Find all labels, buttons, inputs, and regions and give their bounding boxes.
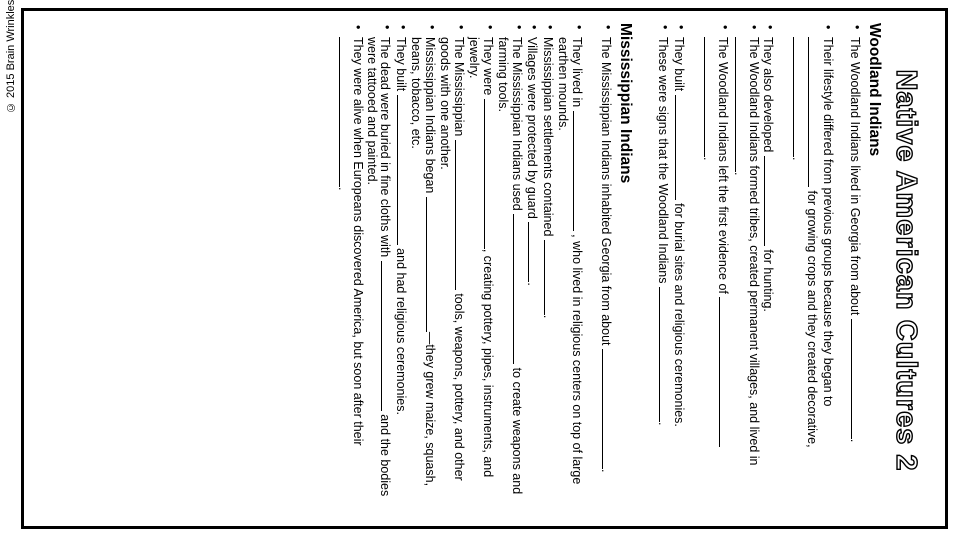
mississippian-list (336, 23, 615, 518)
list-item: • Mississippian Indians began —they grew maize, squash, beans, tobacco, etc. (409, 23, 438, 518)
list-item: • They built for burial sites and religious ceremonies. (672, 23, 688, 518)
list-item: • They built and had religious ceremonies. (394, 23, 410, 518)
list-item: • They also developed for hunting. (761, 23, 777, 518)
woodland-list (656, 23, 863, 518)
list-item: • These were signs that the Woodland Indians . (656, 23, 672, 518)
worksheet-title: Native American Cultures 2 (890, 69, 922, 472)
list-item: • Their lifestyle differed from previous groups because they began to for growing crops and they created decorative, . (790, 23, 835, 518)
copyright-notice: © 2015 Brain Wrinkles (5, 0, 17, 114)
worksheet-frame (21, 8, 948, 529)
list-item: • Villages were protected by guard . (525, 23, 541, 518)
list-item: • The Mississippian tools, weapons, pottery, and other goods with one another. (438, 23, 467, 518)
list-item: • The Woodland Indians lived in Georgia from about . (848, 23, 864, 518)
worksheet-content (21, 11, 945, 529)
mississippian-heading: Mississippian Indians (617, 23, 634, 184)
list-item: • They lived in , who lived in religious centers on top of large earthen mounds. (556, 23, 585, 518)
list-item: • The Mississippian Indians used to create weapons and farming tools. (496, 23, 525, 518)
woodland-heading: Woodland Indians (866, 23, 883, 157)
list-item: • Mississippian settlements contained . (541, 23, 557, 518)
list-item: • The Mississippian Indians inhabited Georgia from about . (599, 23, 615, 518)
list-item: • The dead were buried in fine cloths with and the bodies were tattooed and painted. (365, 23, 394, 518)
list-item: • The Woodland Indians formed tribes, created permanent villages, and lived in . (732, 23, 761, 518)
list-item: • They were alive when Europeans discovered America, but soon after their . (336, 23, 365, 518)
list-item: • The Woodland Indians left the first evidence of . (701, 23, 732, 518)
list-item: • They were , creating pottery, pipes, instruments, and jewelry. (467, 23, 496, 518)
